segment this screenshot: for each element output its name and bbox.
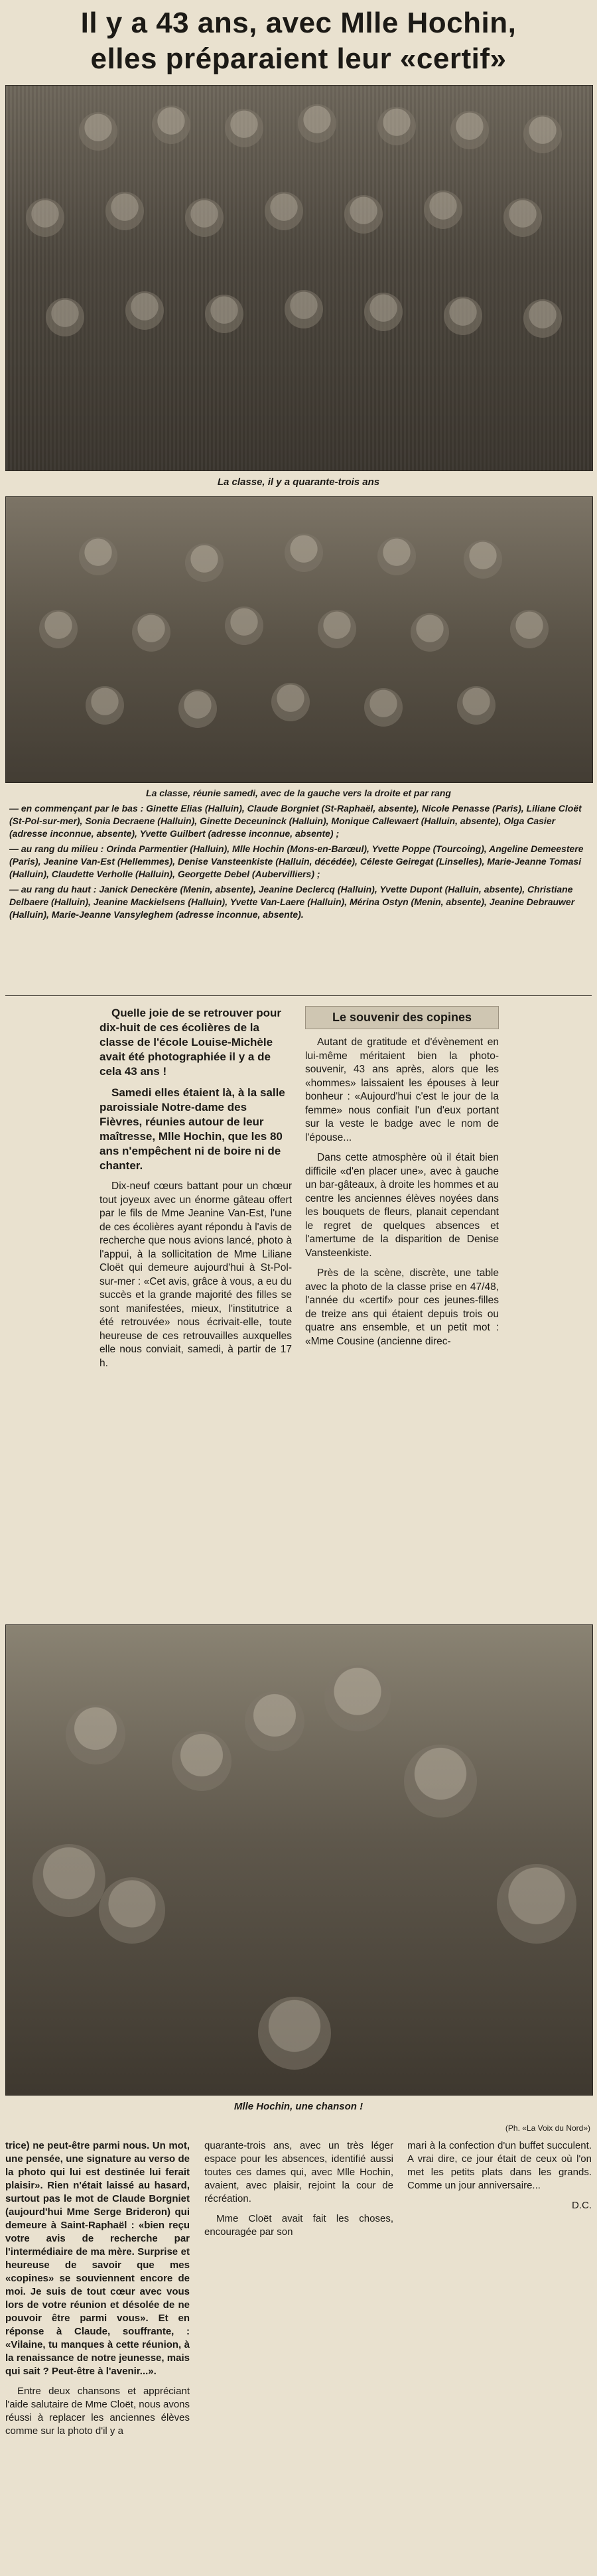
caption-row-middle: — au rang du milieu : Orinda Parmentier (Halluin), Mlle Hochin (Mons-en-Barœul), Yvette Poppe (Tourcoing), Angeline Demeestere (Paris), Jeanine Van-Est (Hellemmes), Denise Vansteenkiste (Halluin, décédée), Céleste Geiregat (Linselles), Marie-Jeanne Tomasi (Halluin), Claudette Verholle (Halluin), Georgette Debel (Aubervilliers) ; xyxy=(9,843,584,879)
bottom-col1-para-1: trice) ne peut-être parmi nous. Un mot, une pensée, une signature au verso de la photo qui lui est destinée lui ferait plaisir». Rien n'était laissé au hasard, surtout pas le mot de Claude Borgniet (aujourd'hui Mme Serge Brideron) qui demeure à Saint-Raphaël : «bien reçu votre avis de recherche par l'intermédiaire de ma mère. Surprise et heureuse de savoir que mes «copines» se souviennent encore de moi. Je suis de tout cœur avec vous lors de votre réunion et désolée de ne pouvoir être parmi vous». Et en réponse à Claude, souffrante, : «Vilaine, tu manques à cette réunion, à la renaissance de notre jeunesse, mais qui sait ? Peut-être à l'avenir...». xyxy=(5,2140,190,2377)
right-paragraph-1: Autant de gratitude et d'évènement en lui-même méritaient bien la photo-souvenir, 43 ans après, alors que les «hommes» laissaient les épouses à leur bonheur : «Aujourd'hui c'est le jour de la femme» nous confiait l'un d'eux portant sur la veste le badge avec le nom de l'épouse... xyxy=(305,1037,499,1143)
bottom-column-3 xyxy=(407,2139,592,2219)
bottom-column-1 xyxy=(5,2139,190,2445)
right-paragraph-2: Dans cette atmosphère où il était bien difficile «d'en placer une», avec à gauche un bar-gâteaux, à droite les hommes et au centre les anciennes élèves noyées dans les bouquets de fleurs, planait cependant le regret de quelques absences et l'amertume de la disparition de Denise Vansteenkiste. xyxy=(305,1152,499,1259)
article-right-column xyxy=(305,1006,499,1590)
signature: D.C. xyxy=(572,2200,592,2211)
body-paragraph-1: Dix-neuf cœurs battant pour un chœur tout joyeux avec un énorme gâteau offert par le fils de Mme Jeanine Van-Est, l'une de ces écolières ayant répondu à l'avis de recherche que nous avions lancé, photo à l'appui, à la sollicitation de Mme Liliane Cloët qui demeure aujourd'hui à St-Pol-sur-mer : «Cet avis, grâce à vous, a eu du succès et la grande majorité des filles se sont manifestées, mieux, l'institutrice a été retrouvée» nous écrivait-elle, toute heureuse de ces retrouvailles auxquelles elle nous conviait, samedi, à partir de 17 h. xyxy=(100,1181,292,1369)
singing-photo xyxy=(5,1624,593,2096)
lead-paragraph-1: Quelle joie de se retrouver pour dix-huit de ces écolières de la classe de l'école Louise-Michèle avait été photographiée il y a de cela 43 ans ! xyxy=(100,1007,282,1078)
photo-1-caption: La classe, il y a quarante-trois ans xyxy=(217,476,380,488)
right-paragraph-3: Près de la scène, discrète, une table avec la photo de la classe prise en 47/48, l'année du «certif» pour ces jeunes-filles de treize ans qui étaient depuis trois ou quatre ans ensemble, et un petit mot : «Mme Cousine (ancienne direc- xyxy=(305,1267,499,1347)
photo-2-caption: La classe, réunie samedi, avec de la gauche vers la droite et par rang xyxy=(146,788,451,798)
reunion-group-photo xyxy=(5,496,593,783)
bottom-column-2 xyxy=(204,2139,393,2246)
article-lead xyxy=(100,1006,292,1173)
caption-row-bottom: — en commençant par le bas : Ginette Elias (Halluin), Claude Borgniet (St-Raphaël, absente), Nicole Penasse (Paris), Liliane Cloët (St-Pol-sur-mer), Sonia Decraene (Halluin), Ginette Deceuninck (Halluin), Monique Callewaert (Halluin, absente), Olga Casier (adresse inconnue, absente), Yvette Guilbert (adresse inconnue, absente) ; xyxy=(9,803,582,839)
photo-credit: (Ph. «La Voix du Nord») xyxy=(505,2123,590,2133)
article-left-column xyxy=(100,1006,292,1590)
bottom-col2-para-2: Mme Cloët avait fait les choses, encouragée par son xyxy=(204,2213,393,2238)
photo-3-caption: Mlle Hochin, une chanson ! xyxy=(233,2101,364,2112)
headline xyxy=(0,5,597,77)
article-body-left xyxy=(100,1180,292,1370)
bottom-col3-para-1: mari à la confection d'un buffet succulent. A vrai dire, ce jour était de ceux où l'on met les petits plats dans les grands. Comme un jour anniversaire... xyxy=(407,2140,592,2191)
bottom-col1-para-2: Entre deux chansons et appréciant l'aide salutaire de Mme Cloët, nous avons réussi à replacer les anciennes élèves comme sur la photo d'il y a xyxy=(5,2386,190,2437)
photo-2-caption-block xyxy=(9,787,588,986)
bottom-col2-para-1: quarante-trois ans, avec un très léger espace pour les absences, identifié aussi toutes ces dames qui, avec Mlle Hochin, avaient, avec plaisir, rejoint la cour de récréation. xyxy=(204,2140,393,2204)
article-body-right xyxy=(305,1036,499,1348)
caption-row-top: — au rang du haut : Janick Deneckère (Menin, absente), Jeanine Declercq (Halluin), Yvette Dupont (Halluin, absente), Christiane Delbaere (Halluin), Jeanine Mackielsens (Halluin), Yvette Van-Laere (Halluin), Mérina Ostyn (Menin, absente), Jeanine Debrauwer (Halluin), Marie-Jeanne Vansyleghem (adresse inconnue, absente). xyxy=(9,884,575,920)
headline-line-2: elles préparaient leur «certif» xyxy=(90,42,507,75)
subheading-souvenir: Le souvenir des copines xyxy=(305,1006,499,1029)
headline-line-1: Il y a 43 ans, avec Mlle Hochin, xyxy=(80,7,517,39)
class-photo-1948 xyxy=(5,85,593,471)
divider xyxy=(5,995,592,996)
lead-paragraph-2: Samedi elles étaient là, à la salle paroissiale Notre-dame des Fièvres, réunies autour de leur maîtresse, Mlle Hochin, que les 80 ans n'empêchent ni de boire ni de chanter. xyxy=(100,1086,285,1172)
